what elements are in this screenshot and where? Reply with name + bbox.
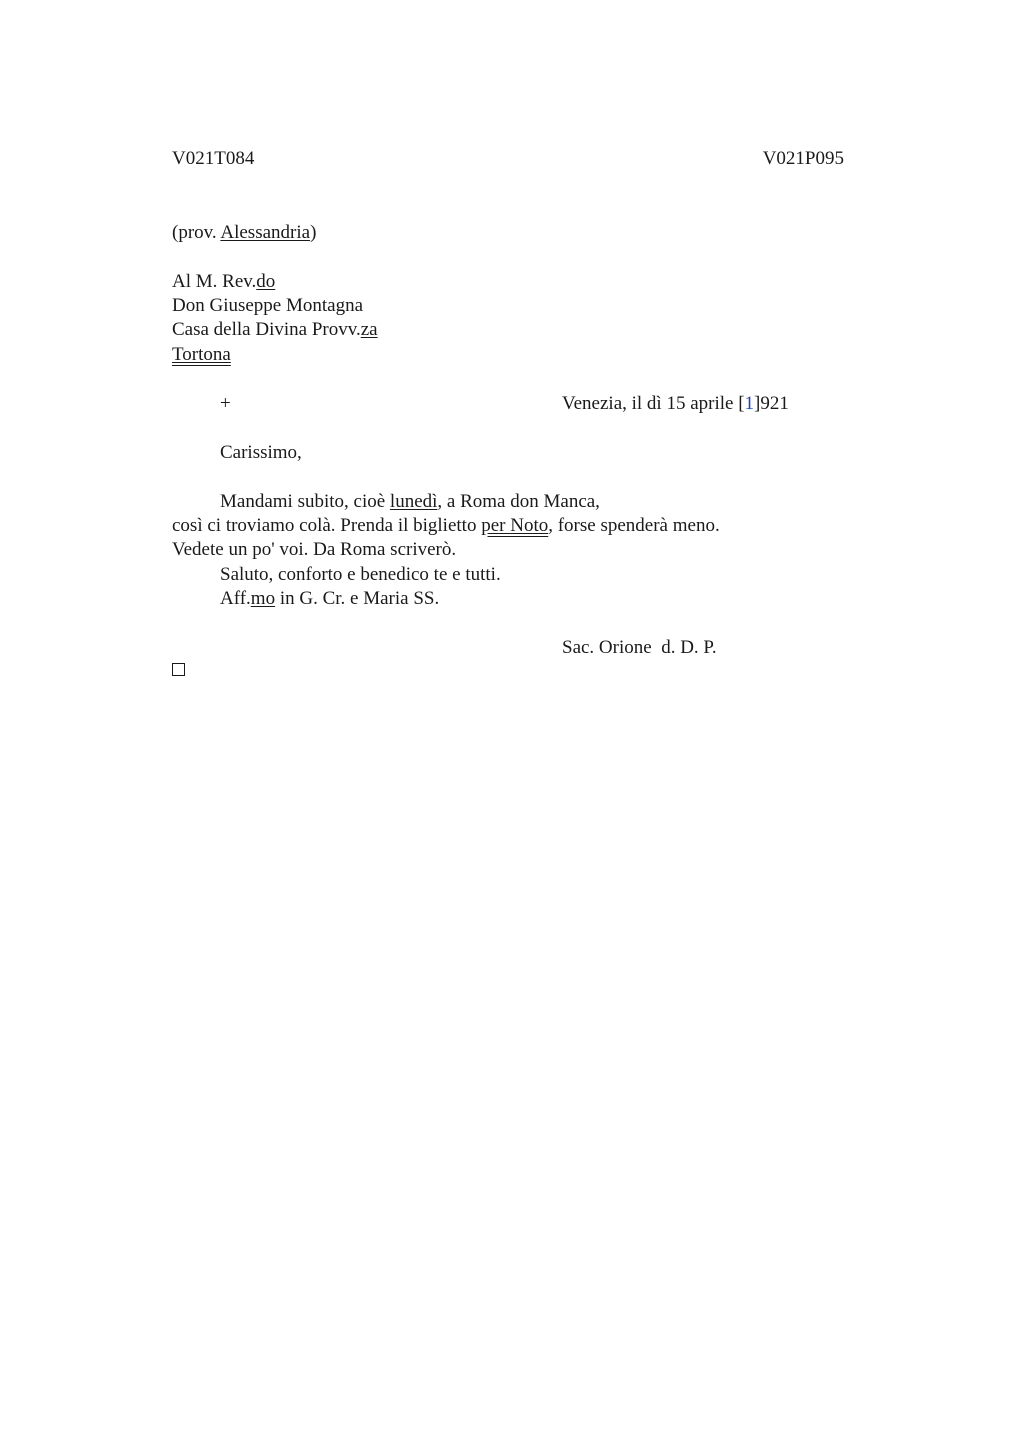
- document-code-right: V021P095: [762, 148, 844, 169]
- body-line-1: Mandami subito, cioè lunedì, a Roma don Manca,: [220, 491, 600, 512]
- body-line-4: Saluto, conforto e benedico te e tutti.: [220, 564, 501, 585]
- address-line-4: Tortona: [172, 344, 231, 365]
- salutation: Carissimo,: [220, 442, 302, 463]
- signature: Sac. Orione d. D. P.: [562, 637, 717, 658]
- cross-mark: +: [220, 393, 231, 414]
- dateline: Venezia, il dì 15 aprile [1]921: [562, 393, 789, 414]
- province-line: (prov. Alessandria): [172, 222, 317, 243]
- address-line-1: Al M. Rev.do: [172, 271, 276, 292]
- body-line-3: Vedete un po' voi. Da Roma scriverò.: [172, 539, 457, 560]
- restored-digit: 1: [744, 393, 755, 414]
- document-code-left: V021T084: [172, 148, 255, 169]
- square-outline-icon: [172, 663, 185, 676]
- address-line-2: Don Giuseppe Montagna: [172, 295, 364, 316]
- body-line-2: così ci troviamo colà. Prenda il biglietto per Noto, forse spenderà meno.: [172, 515, 720, 536]
- province-name: Alessandria: [220, 222, 311, 243]
- address-line-3: Casa della Divina Provv.za: [172, 319, 378, 340]
- body-line-5: Aff.mo in G. Cr. e Maria SS.: [220, 588, 440, 609]
